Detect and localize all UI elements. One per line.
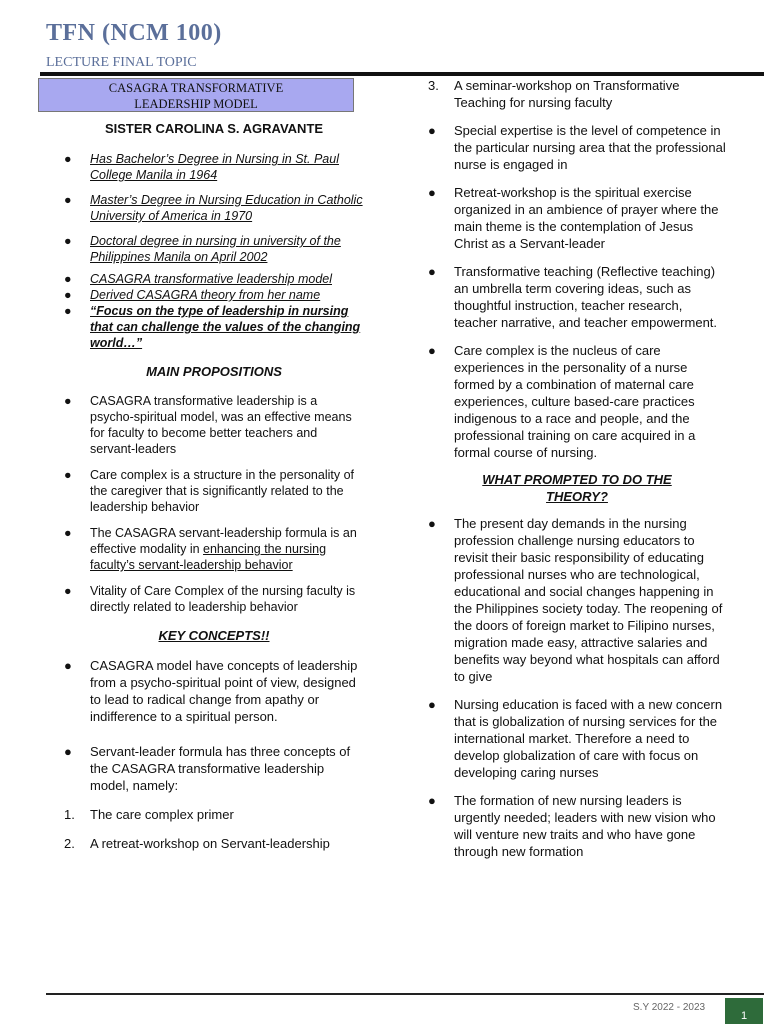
- author-name: SISTER CAROLINA S. AGRAVANTE: [104, 121, 324, 136]
- left-column: [64, 118, 364, 852]
- bio-item: ● Master’s Degree in Nursing Education in Catholic University of America in 1970: [64, 193, 363, 223]
- page-number: 1: [725, 998, 763, 1024]
- what-prompted-heading: WHAT PROMPTED TO DO THE THEORY?: [482, 472, 672, 504]
- formula-item: 2. A retreat-workshop on Servant-leadership: [64, 836, 330, 851]
- bio-item: ● CASAGRA transformative leadership model: [64, 272, 332, 286]
- bullet-icon: ●: [428, 697, 436, 712]
- proposition-item: ● Vitality of Care Complex of the nursing faculty is directly related to leadership behavior: [64, 584, 356, 614]
- bullet-icon: ●: [428, 793, 436, 808]
- prompt-item: ● The present day demands in the nursing profession challenge nursing educators to revisit their basic responsibility of educating professional nurses who are technological, educational and social changes happening in the Philippines society today. The reopening of the doors of foreign market to Filipino nurses, migration made easy, attractive salaries and benefits way beyond what hospitals can afford to give: [428, 516, 723, 684]
- main-propositions-list: [64, 393, 364, 615]
- list-number: 2.: [64, 836, 75, 851]
- key-concepts-heading: KEY CONCEPTS!!: [158, 628, 270, 643]
- bullet-icon: ●: [64, 584, 72, 598]
- prompt-item: ● The formation of new nursing leaders is urgently needed; leaders with new vision who will venture new traits and who have gone through new formation: [428, 793, 716, 859]
- bullet-icon: ●: [64, 658, 72, 673]
- document-subtitle: LECTURE FINAL TOPIC: [46, 55, 197, 70]
- bullet-icon: ●: [428, 343, 436, 358]
- formula-item: 1. The care complex primer: [64, 807, 234, 822]
- document-title: TFN (NCM 100): [46, 20, 222, 46]
- servant-leader-formula-list-continued: [428, 77, 726, 111]
- proposition-item: ● Care complex is a structure in the personality of the caregiver that is significantly related to the leadership behavior: [64, 468, 355, 514]
- bullet-icon: ●: [64, 468, 72, 482]
- bullet-icon: ●: [428, 185, 436, 200]
- bullet-icon: ●: [64, 288, 72, 302]
- proposition-item: ● The CASAGRA servant-leadership formula is an effective modality in enhancing the nursing faculty’s servant-leadership behavior: [64, 526, 357, 572]
- bio-item: ● Has Bachelor’s Degree in Nursing in St. Paul College Manila in 1964: [64, 152, 339, 182]
- key-concept-item: ● Servant-leader formula has three concepts of the CASAGRA transformative leadership model, namely:: [64, 744, 351, 793]
- topic-header-line-2: LEADERSHIP MODEL: [134, 97, 258, 111]
- bottom-rule: [46, 993, 764, 995]
- topic-header-box: [38, 78, 354, 112]
- prompt-item: ● Nursing education is faced with a new concern that is globalization of nursing services for the international market. Therefore a need to develop globalization of care with focus on developing caring nurses: [428, 697, 723, 780]
- proposition-item: ● CASAGRA transformative leadership is a psycho-spiritual model, was an effective means for faculty to become better teachers and servant-leaders: [64, 394, 352, 456]
- bullet-icon: ●: [64, 234, 72, 248]
- topic-header-line-1: CASAGRA TRANSFORMATIVE: [108, 81, 284, 95]
- bullet-icon: ●: [428, 264, 436, 279]
- formula-item: 3. A seminar-workshop on Transformative Teaching for nursing faculty: [428, 78, 680, 110]
- bullet-icon: ●: [64, 152, 72, 166]
- definition-item: ● Special expertise is the level of competence in the particular nursing area that the professional nurse is engaged in: [428, 123, 726, 172]
- focus-quote: ● “Focus on the type of leadership in nursing that can challenge the values of the changing world…”: [64, 304, 361, 350]
- definition-item: ● Care complex is the nucleus of care experiences in the personality of a nurse formed by a combination of maternal care experiences, culture based-care practices indigenous to a race and people, and the professional training on care acquired in a formal course of nursing.: [428, 343, 696, 460]
- definition-item: ● Transformative teaching (Reflective teaching) an umbrella term covering ideas, such as thoughtful instruction, teacher research, teacher narrative, and teacher empowerment.: [428, 264, 718, 330]
- bullet-icon: ●: [64, 526, 72, 540]
- right-column: [428, 77, 726, 860]
- bio-list: [64, 151, 364, 351]
- definition-item: ● Retreat-workshop is the spiritual exercise organized in an ambience of prayer where the main theme is the contemplation of Jesus Christ as a Servant-leader: [428, 185, 719, 251]
- definitions-list: [428, 122, 726, 461]
- bullet-icon: ●: [64, 744, 72, 759]
- bullet-icon: ●: [64, 394, 72, 408]
- bio-item: ● Derived CASAGRA theory from her name: [64, 288, 321, 302]
- bullet-icon: ●: [64, 272, 72, 286]
- key-concept-item: ● CASAGRA model have concepts of leadership from a psycho-spiritual point of view, designed to lead to radical change from apathy or indifference to a spiritual person.: [64, 658, 358, 724]
- top-rule: [40, 72, 764, 76]
- bullet-icon: ●: [64, 304, 72, 318]
- list-number: 3.: [428, 78, 439, 93]
- bullet-icon: ●: [428, 516, 436, 531]
- servant-leader-formula-list: [64, 806, 364, 852]
- main-propositions-heading: MAIN PROPOSITIONS: [146, 364, 282, 379]
- what-prompted-list: [428, 515, 726, 860]
- key-concepts-list: [64, 657, 364, 794]
- bullet-icon: ●: [64, 193, 72, 207]
- list-number: 1.: [64, 807, 75, 822]
- bullet-icon: ●: [428, 123, 436, 138]
- school-year: S.Y 2022 - 2023: [633, 1002, 706, 1013]
- bio-item: ● Doctoral degree in nursing in university of the Philippines Manila on April 2002: [64, 234, 341, 264]
